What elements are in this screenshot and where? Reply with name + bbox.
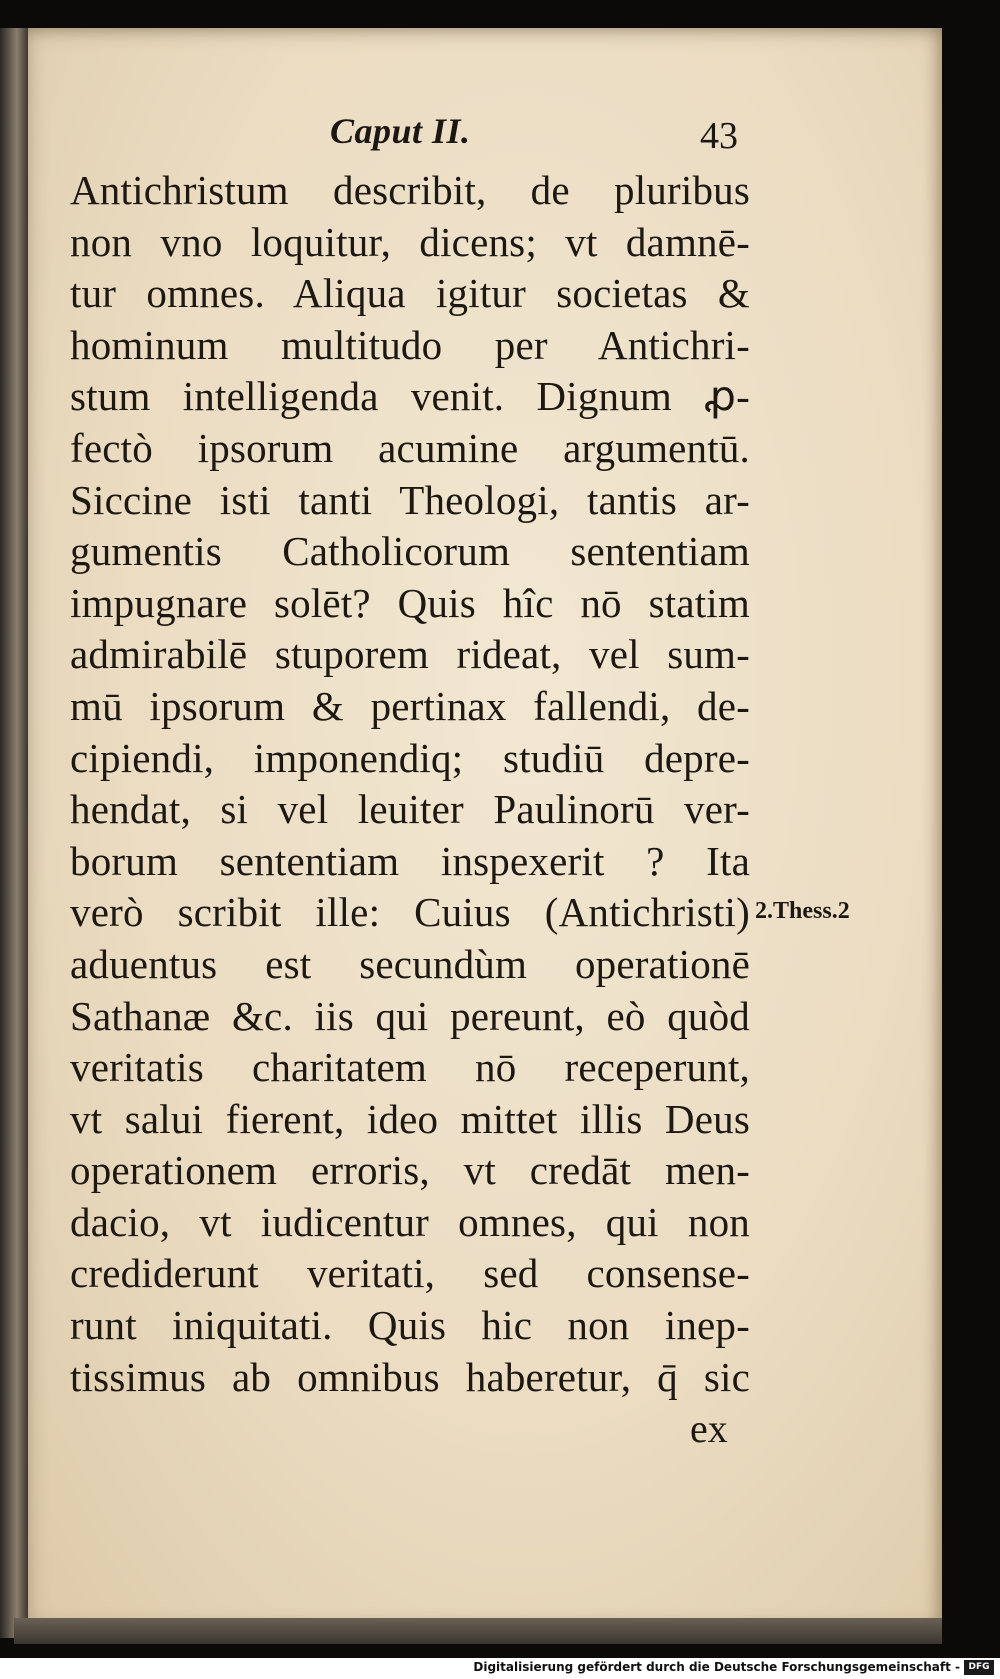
text-line: impugnare solēt? Quis hîc nō statim <box>70 579 750 626</box>
footer-bar <box>0 1658 1000 1679</box>
text-line: veritatis charitatem nō receperunt, <box>70 1044 750 1091</box>
text-line: runt iniquitati. Quis hic non inep- <box>70 1302 750 1349</box>
text-line: dacio, vt iudicentur omnes, qui non <box>70 1198 750 1245</box>
book-binding-edge <box>0 28 28 1638</box>
text-line: stum intelligenda venit. Dignum ꝓ- <box>70 373 750 420</box>
catchword: ex <box>690 1406 728 1451</box>
text-line: tur omnes. Aliqua igitur societas & <box>70 270 750 317</box>
text-line: admirabilē stuporem rideat, vel sum- <box>70 631 750 678</box>
text-line: gumentis Catholicorum sententiam <box>70 528 750 575</box>
body-text <box>70 165 750 1403</box>
text-line: Antichristum describit, de pluribus <box>70 167 750 213</box>
text-line: aduentus est secundùm operationē <box>70 940 750 987</box>
text-line: verò scribit ille: Cuius (Antichristi) <box>70 889 750 936</box>
text-line: Sathanæ &c. iis qui pereunt, eò quòd <box>70 992 750 1039</box>
text-line: cipiendi, imponendiq; studiū depre- <box>70 734 750 781</box>
page-bottom-edge <box>14 1618 942 1644</box>
dfg-logo: DFG <box>964 1660 994 1675</box>
running-head: Caput II. <box>330 111 471 151</box>
page-header <box>0 110 1000 160</box>
text-line: non vno loquitur, dicens; vt damnē- <box>70 218 750 265</box>
text-line: tissimus ab omnibus haberetur, q̄ sic <box>70 1353 750 1400</box>
text-line: vt salui fierent, ideo mittet illis Deus <box>70 1095 750 1142</box>
page-number: 43 <box>700 115 738 157</box>
text-line: crediderunt veritati, sed consense- <box>70 1250 750 1297</box>
text-line: operationem erroris, vt credāt men- <box>70 1147 750 1194</box>
funding-credit: Digitalisierung gefördert durch die Deutsche Forschungsgemeinschaft - <box>473 1660 960 1674</box>
text-line: hominum multitudo per Antichri- <box>70 321 750 368</box>
text-line: Siccine isti tanti Theologi, tantis ar- <box>70 476 750 523</box>
text-line: borum sententiam inspexerit ? Ita <box>70 837 750 884</box>
marginal-reference: 2.Thess.2 <box>755 898 850 924</box>
text-line: fectò ipsorum acumine argumentū. <box>70 424 750 471</box>
text-line: mū ipsorum & pertinax fallendi, de- <box>70 682 750 729</box>
text-line: hendat, si vel leuiter Paulinorū ver- <box>70 786 750 833</box>
